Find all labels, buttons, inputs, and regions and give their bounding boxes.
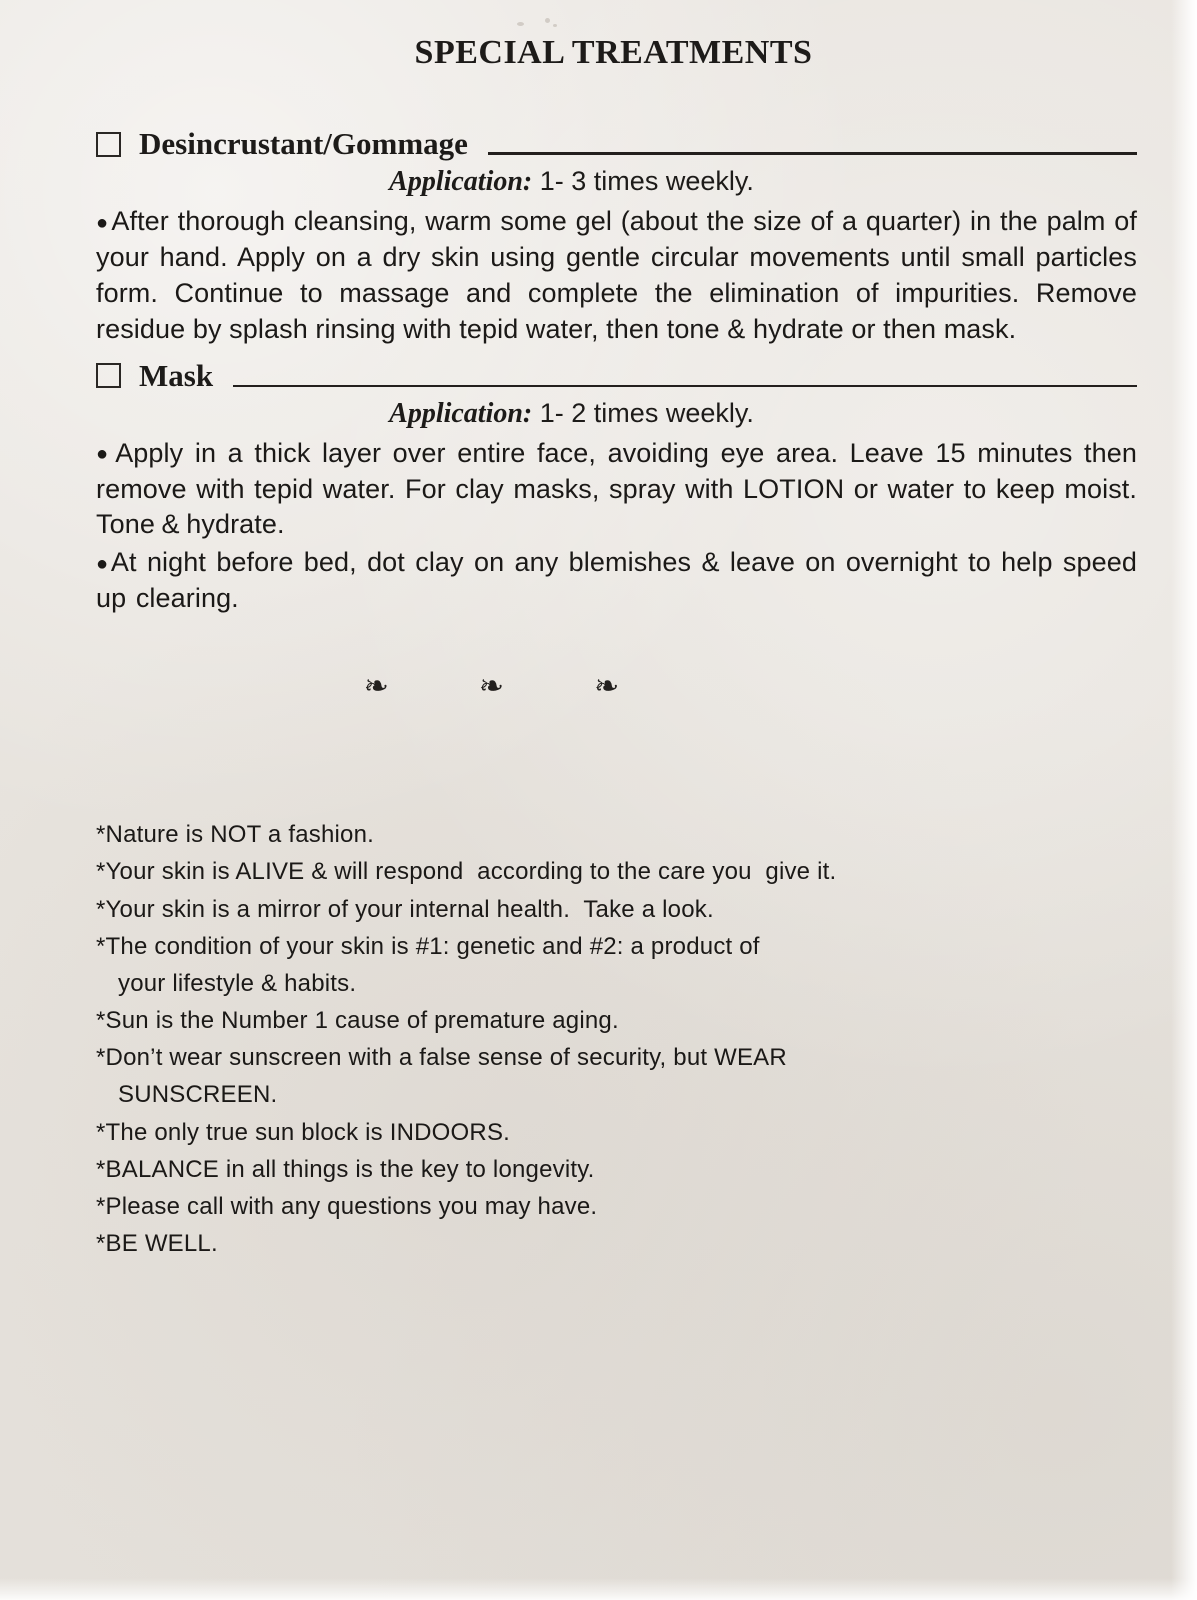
note-item: SUNSCREEN. [118,1081,278,1109]
ornament-icon: ❧ [594,669,710,705]
section-rule [488,152,1137,155]
note-item: *Sun is the Number 1 cause of premature aging. [96,1007,619,1035]
application-value: 1- 3 times weekly. [539,166,754,196]
application-value: 1- 2 times weekly. [539,397,754,428]
ornament-icon: ❧ [478,669,595,705]
section-rule [233,385,1137,387]
page-edge-right [1171,0,1197,1600]
note-item: your lifestyle & habits. [118,969,357,997]
bullet-icon: ● [96,552,109,575]
paragraph-text: After thorough cleansing, warm some gel (about the size of a quarter) in the palm of your hand. Apply on a dry skin using gentle circular movements until small particles form. Continue to massage and complete the elimination of impurities. Remove residue by splash rinsing with tepid water, then tone & hydrate or then mask. [96,206,1137,344]
section-title-mask: Mask [139,357,214,393]
paragraph-text: Apply in a thick layer over entire face, avoiding eye area. Leave 15 minutes then remove with tepid water. For clay masks, spray with LOTION or water to keep moist. Tone & hydrate. [96,437,1137,540]
document-body [96,126,1137,1262]
bullet-icon: ● [96,211,110,234]
bullet-icon: ● [96,443,114,466]
application-line-desincrustant [96,166,1137,198]
checkbox-mask[interactable] [96,363,121,388]
note-item: *BALANCE in all things is the key to longevity. [96,1155,595,1183]
paragraph-mask-2 [96,545,1137,617]
page-edge-bottom [0,1578,1197,1600]
section-header-mask [96,358,1137,394]
section-header-desincrustant [96,126,1137,162]
paragraph-desincrustant [96,204,1137,348]
page-title: SPECIAL TREATMENTS [414,34,813,71]
section-title-desincrustant: Desincrustant/Gommage [139,126,468,161]
application-line-mask [96,398,1137,430]
ornament-divider [96,669,1137,704]
note-item: *The condition of your skin is #1: genetic and #2: a product of [96,932,760,960]
notes-list [96,816,1137,1262]
paper-speck [545,18,550,23]
paragraph-mask-1 [96,436,1137,544]
note-item: *Your skin is a mirror of your internal health. Take a look. [96,895,714,923]
note-item: *Nature is NOT a fashion. [96,821,375,849]
paper-speck [517,22,524,26]
ornament-icon: ❧ [363,669,479,705]
paper-speck [553,24,557,27]
note-item: *Your skin is ALIVE & will respond according to the care you give it. [96,858,837,886]
application-label: Application: [389,166,533,197]
note-item: *The only true sun block is INDOORS. [96,1118,511,1146]
note-item: *BE WELL. [96,1230,218,1258]
application-label: Application: [389,397,533,429]
paragraph-text: At night before bed, dot clay on any blemishes & leave on overnight to help speed up clearing. [96,547,1137,614]
note-item: *Please call with any questions you may have. [96,1193,598,1221]
note-item: *Don’t wear sunscreen with a false sense of security, but WEAR [96,1044,787,1072]
checkbox-desincrustant[interactable] [96,132,121,157]
